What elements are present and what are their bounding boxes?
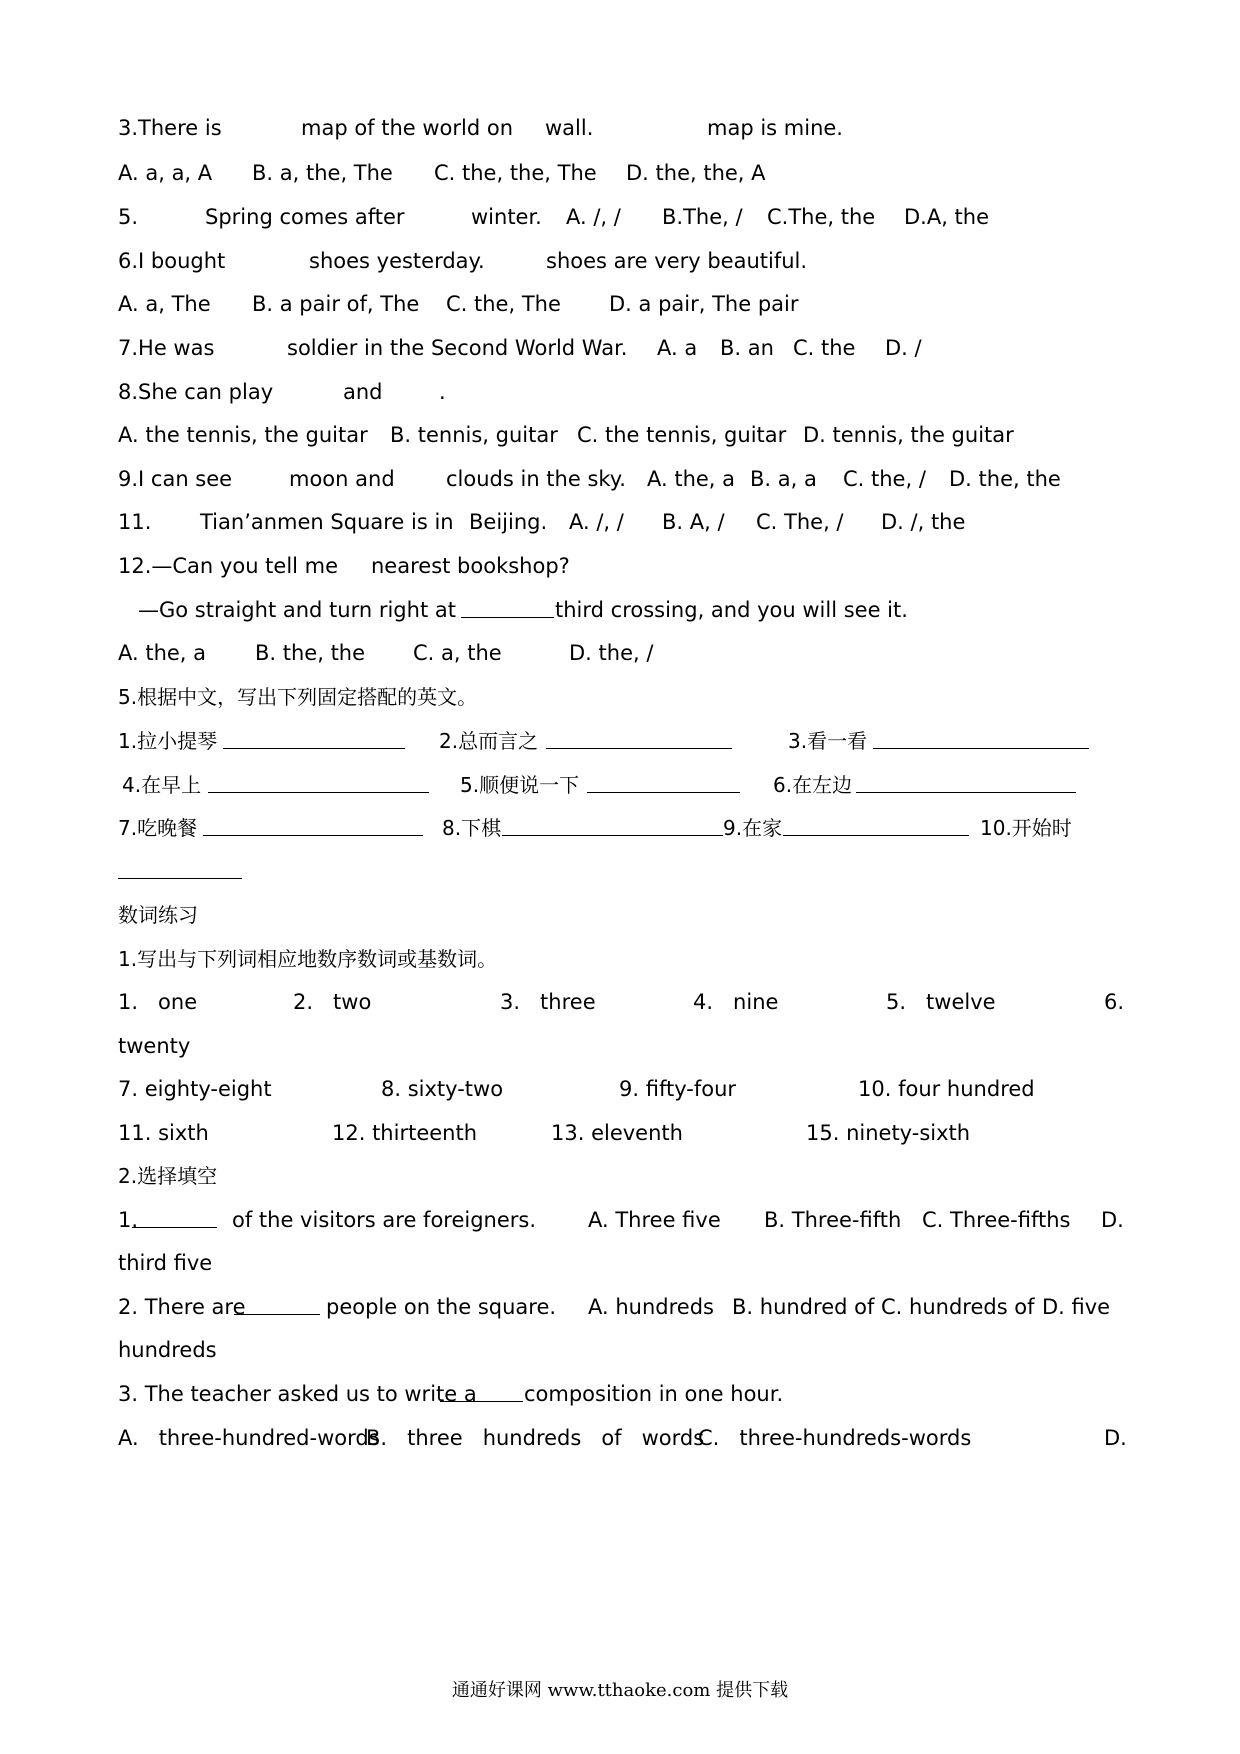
phrase-label: 5.顺便说一下 [460,773,580,797]
option-a: A. the, a [118,641,207,665]
answer-blank[interactable] [546,728,732,749]
question-text: and [343,380,383,404]
word-item: 15. ninety-sixth [806,1121,971,1145]
option-d: D. a pair, The pair [609,292,799,316]
word-item: 11. sixth [118,1121,209,1145]
phrase-label: 6.在左边 [773,773,853,797]
question-text: nearest bookshop? [371,554,570,578]
question-text: Spring comes after [205,205,405,229]
option-c: C. the tennis, guitar [577,423,787,447]
word-item: 1. one [118,990,198,1014]
answer-blank[interactable] [873,728,1089,749]
question-text: 3. The teacher asked us to write a [118,1382,477,1406]
answer-blank[interactable] [234,1294,320,1315]
option-a: A. a [657,336,698,360]
option-b: B. A, / [662,510,725,534]
answer-blank[interactable] [587,772,740,793]
option-b: B. Three-fifth [764,1208,902,1232]
footer: 通通好课网 www.tthaoke.com 提供下载 [451,1680,789,1701]
option-b: B. three hundreds of words [366,1426,705,1450]
question-text: 8.She can play [118,380,274,404]
option-d: D. [1101,1208,1124,1232]
option-a: A. three-hundred-words [118,1426,380,1450]
question-text: shoes are very beautiful. [546,249,808,273]
question-text: shoes yesterday. [309,249,485,273]
option-c: C.The, the [767,205,876,229]
option-d: D.A, the [904,205,990,229]
word-item: 12. thirteenth [332,1121,478,1145]
option-d-text: hundreds [118,1338,217,1362]
word-item: 3. three [500,990,596,1014]
option-a: A. hundreds [588,1295,714,1319]
word-item: 10. four hundred [858,1077,1035,1101]
option-d: D. [1104,1426,1127,1450]
option-d: D. /, the [881,510,966,534]
answer-blank[interactable] [856,772,1076,793]
word-item: 7. eighty-eight [118,1077,272,1101]
option-c: C. a, the [413,641,502,665]
option-b: B. a, a [750,467,817,491]
answer-blank[interactable] [461,597,554,618]
option-a: A. /, / [566,205,621,229]
word-item: 8. sixty-two [381,1077,504,1101]
question-text: Tian’anmen Square is in [200,510,454,534]
option-d: D. / [885,336,922,360]
question-text: map of the world on [301,116,514,140]
question-number: 1. [118,1208,139,1232]
answer-blank[interactable] [223,728,405,749]
answer-blank[interactable] [203,815,423,836]
phrase-label: 1.拉小提琴 [118,729,218,753]
answer-blank[interactable] [440,1381,523,1402]
option-c: C. the [793,336,856,360]
option-b: B. a, the, The [252,161,393,185]
phrase-label: 8.下棋 [442,816,502,840]
phrase-label: 2.总而言之 [439,729,539,753]
option-c: C. three-hundreds-words [698,1426,972,1450]
question-text: winter. [471,205,542,229]
option-c: C. the, The [446,292,561,316]
section-heading: 5.根据中文，写出下列固定搭配的英文。 [118,685,478,709]
question-number: 5. [118,205,139,229]
section-subheading: 1.写出与下列词相应地数序数词或基数词。 [118,947,498,971]
option-a: A. the, a [647,467,736,491]
question-text: of the visitors are foreigners. [232,1208,537,1232]
option-a: A. the tennis, the guitar [118,423,368,447]
option-b: B. a pair of, The [252,292,420,316]
option-a: A. a, The [118,292,211,316]
phrase-label: 10.开始时 [980,816,1072,840]
option-d: D. the, the, A [626,161,766,185]
option-d-text: third five [118,1251,213,1275]
question-text: third crossing, and you will see it. [555,598,908,622]
option-b: B. an [720,336,774,360]
question-text: 9.I can see [118,467,233,491]
phrase-label: 4.在早上 [122,773,202,797]
question-text: map is mine. [707,116,843,140]
option-d: D. five [1042,1295,1111,1319]
option-a: A. a, a, A [118,161,213,185]
option-c: C. the, / [843,467,926,491]
word-item: 6. [1104,990,1125,1014]
answer-blank[interactable] [132,1207,217,1228]
option-d: D. tennis, the guitar [803,423,1014,447]
question-text: people on the square. [326,1295,557,1319]
option-d: D. the, the [949,467,1061,491]
answer-blank[interactable] [208,772,429,793]
option-b: B. the, the [255,641,366,665]
question-text: 3.There is [118,116,222,140]
phrase-label: 9.在家 [723,816,783,840]
word-item: 2. two [293,990,372,1014]
question-text: soldier in the Second World War. [287,336,628,360]
answer-blank[interactable] [118,858,242,879]
question-text: Beijing. [469,510,548,534]
answer-blank[interactable] [502,815,723,836]
question-text: 12.—Can you tell me [118,554,339,578]
word-item: 5. twelve [886,990,996,1014]
question-text: wall. [545,116,594,140]
word-item: 13. eleventh [551,1121,683,1145]
phrase-label: 3.看一看 [788,729,868,753]
option-c: C. hundreds of [881,1295,1035,1319]
question-number: 11. [118,510,152,534]
word-item: twenty [118,1034,191,1058]
option-a: A. Three five [588,1208,721,1232]
question-text: moon and [289,467,395,491]
question-text: —Go straight and turn right at [138,598,456,622]
question-text: composition in one hour. [524,1382,784,1406]
section-subheading: 2.选择填空 [118,1164,218,1188]
word-item: 9. fifty-four [619,1077,737,1101]
question-text: 7.He was [118,336,215,360]
option-b: B. tennis, guitar [390,423,558,447]
phrase-label: 7.吃晚餐 [118,816,198,840]
word-item: 4. nine [693,990,779,1014]
question-text: . [439,380,446,404]
option-c: C. the, the, The [434,161,597,185]
question-text: 6.I bought [118,249,226,273]
question-text: clouds in the sky. [446,467,626,491]
option-a: A. /, / [569,510,624,534]
answer-blank[interactable] [783,815,969,836]
question-text: 2. There are [118,1295,246,1319]
section-heading: 数词练习 [118,903,198,927]
option-b: B.The, / [662,205,743,229]
option-c: C. Three-fifths [922,1208,1071,1232]
option-c: C. The, / [756,510,844,534]
option-b: B. hundred of [732,1295,875,1319]
option-d: D. the, / [569,641,654,665]
